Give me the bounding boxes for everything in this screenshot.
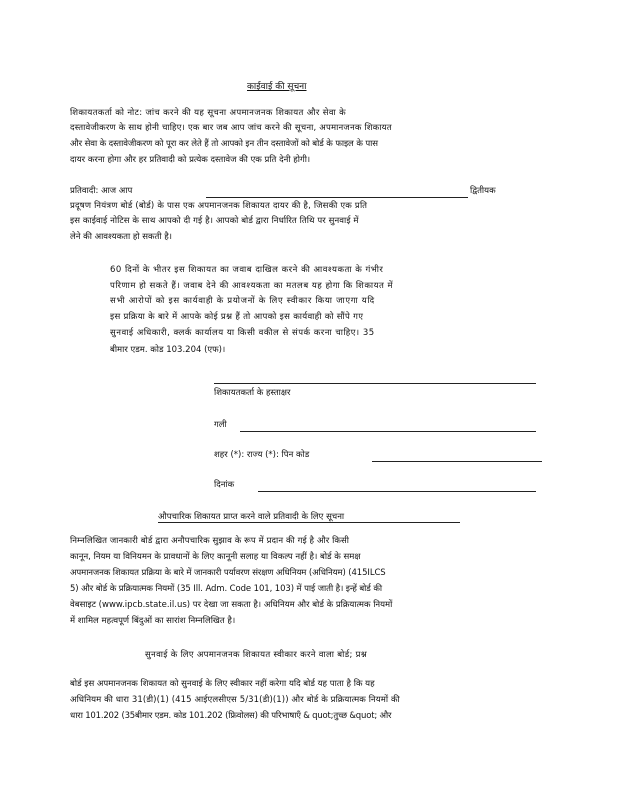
warning-line: सभी आरोपों को इस कार्यवाही के प्रयोजनों के लिए स्वीकार किया जाएगा यदि [110,296,375,306]
respondent-line: इस काईवाई नोटिस के साथ आपको दी गई है। आपको बोर्ड द्वारा निर्धारित तिथि पर सुनवाई में [70,216,359,226]
intro-line: दस्तावेजीकरण के साथ होनी चाहिए। एक बार जब आप जांच करने की सूचना, अपमानजनक शिकायत [70,123,392,133]
complainant-signature-label: शिकायतकर्ता के हस्ताक्षर [214,388,291,398]
city-state-zip-label: शहर (*): राज्य (*): पिन कोड [214,450,310,460]
hearing-line: धारा 101.202 (35बीमार एडम. कोड 101.202 (फ्रिवोलस) की परिभाषाएँ & quot;तुच्छ &quot; और [70,711,392,721]
info-line: निम्नलिखित जानकारी बोर्ड द्वारा अनौपचारिक सुझाव के रूप में प्रदान की गई है और किसी [70,536,350,546]
page-title: काईवाई की सूचना [247,82,307,92]
warning-line: परिणाम हो सकते हैं। जवाब देने की आवश्यकता का मतलब यह होगा कि शिकायत में [110,281,394,291]
warning-line: इस प्रक्रिया के बारे में आपके कोई प्रश्न हैं तो आपको इस कार्यवाही को सौंपे गए [110,312,364,322]
hearing-line: अधिनियम की धारा 31(डी)(1) (415 आईएलसीएस 5/31(डी)(1)) और बोर्ड के प्रक्रियात्मक नियमों की [70,695,400,705]
section-heading-underline [158,522,460,523]
info-line: 5) और बोर्ड के प्रक्रियात्मक नियमों (35 Ill. Adm. Code 101, 103) में पाई जाती है। इन्हें बोर्ड की [70,584,382,594]
info-line: वेबसाइट (www.ipcb.state.il.us) पर देखा जा सकता है। अधिनियम और बोर्ड के प्रक्रियात्मक नियमों [70,600,393,610]
intro-line: दायर करना होगा और हर प्रतिवादी को प्रत्येक दस्तावेज की एक प्रति देनी होगी। [70,155,311,165]
respondent-line: प्रदूषण नियंत्रण बोर्ड (बोर्ड) के पास एक अपमानजनक शिकायत दायर की है, जिसकी एक प्रति [70,201,368,211]
info-line: में शामिल महत्वपूर्ण बिंदुओं का सारांश निम्नलिखित है। [70,616,236,626]
warning-line: बीमार एडम. कोड 103.204 (एफ)। [110,345,226,355]
section-heading-hearing: सुनवाई के लिए अपमानजनक शिकायत स्वीकार करने वाला बोर्ड; प्रश्न [145,650,368,660]
date-label: दिनांक [214,480,235,490]
street-label: गली [214,420,227,430]
respondent-suffix: द्वितीयक [470,186,496,196]
respondent-name-line[interactable] [206,197,468,198]
section-heading-info: औपचारिक शिकायत प्राप्त करने वाले प्रतिवादी के लिए सूचना [158,512,345,522]
warning-line: 60 दिनों के भीतर इस शिकायत का जवाब दाखिल करने की आवश्यकता के गंभीर [110,265,384,275]
info-line: कानून, नियम या विनियमन के प्रावधानों के लिए कानूनी सलाह या विकल्प नहीं है। बोर्ड के समक्ष [70,552,361,562]
hearing-line: बोर्ड इस अपमानजनक शिकायत को सुनवाई के लिए स्वीकार नहीं करेगा यदि बोर्ड यह पाता है कि यह [70,679,375,689]
city-state-zip-field[interactable] [372,461,542,462]
street-field[interactable] [240,431,536,432]
info-line: अपमानजनक शिकायत प्रक्रिया के बारे में जानकारी पर्यावरण संरक्षण अधिनियम (अधिनियम) (415ILCS [70,568,386,578]
respondent-line: लेने की आवश्यकता हो सकती है। [70,232,173,242]
intro-line: और सेवा के दस्तावेजीकरण को पूरा कर लेते हैं तो आपको इन तीन दस्तावेजों को बोर्ड के फाइल के पास [70,139,378,149]
warning-line: सुनवाई अधिकारी, क्लर्क कार्यालय या किसी वकील से संपर्क करना चाहिए। 35 [110,328,375,338]
respondent-prefix: प्रतिवादी: आज आप [70,186,133,196]
intro-line: शिकायतकर्ता को नोट: जांच करने की यह सूचना अपमानजनक शिकायत और सेवा के [70,108,347,118]
form-top-line [214,383,536,384]
date-field[interactable] [258,491,536,492]
